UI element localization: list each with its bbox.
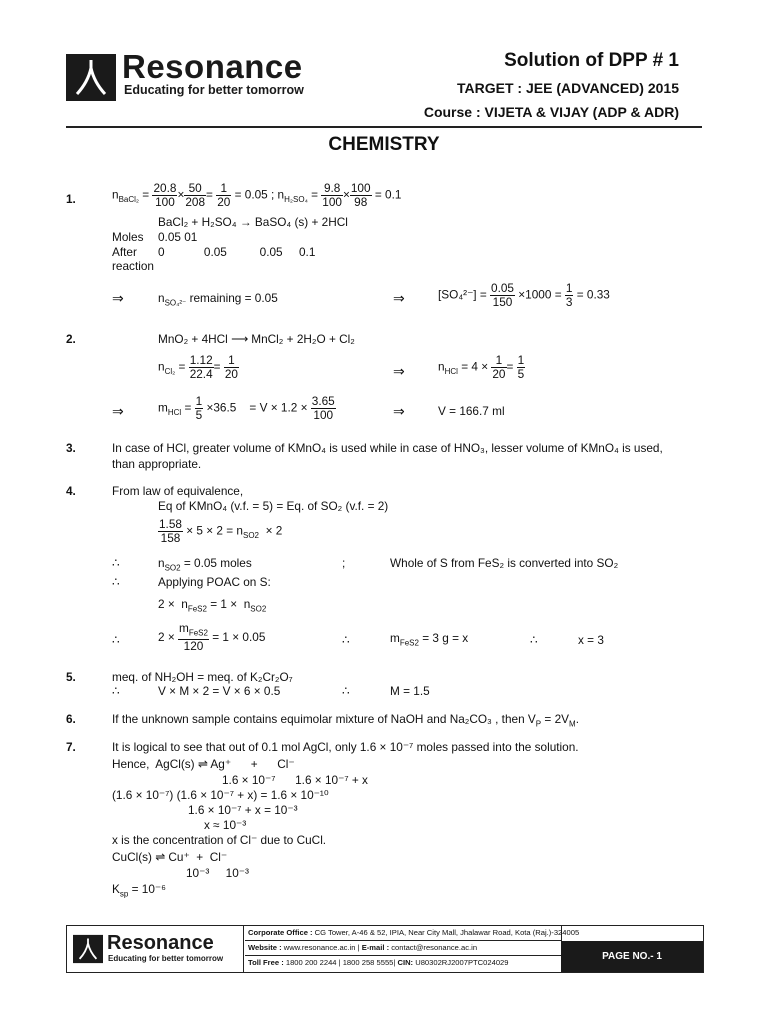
footer — [66, 925, 704, 973]
q1-moles-values: 0.05 01 — [158, 230, 198, 244]
therefore-icon: ∴ — [112, 556, 120, 570]
q4-line6: $2 \times n_{FeS2} = 1 \times n_{SO2}$ — [158, 597, 267, 614]
q7-line7: x is the concentration of Cl⁻ due to CuCl. — [112, 833, 327, 847]
header-rule — [66, 126, 702, 128]
q4-line7b: $m_{FeS2} = 3$ g = x — [390, 631, 469, 648]
footer-tollfree: Toll Free : 1800 200 2244 | 1800 258 5555| CIN: U80302RJ2007PTC024029 — [248, 958, 509, 967]
q4-line4: $n_{SO2} = 0.05$ moles — [158, 556, 252, 573]
brand-name: Resonance — [122, 48, 303, 85]
implies-icon: ⇒ — [112, 403, 124, 419]
q4-number: 4. — [66, 484, 76, 498]
footer-logo — [67, 926, 244, 972]
q1-after-label: After — [112, 245, 137, 259]
q7-line10: $K_{sp} = 10^{-6}$ — [112, 882, 166, 899]
therefore-icon: ∴ — [342, 684, 350, 698]
q2-number: 2. — [66, 332, 76, 346]
q6-number: 6. — [66, 712, 76, 726]
implies-icon: ⇒ — [393, 363, 405, 379]
target-line: TARGET : JEE (ADVANCED) 2015 — [457, 80, 679, 96]
q7-line8: CuCl(s) ⇌ Cu⁺ + Cl⁻ — [112, 850, 228, 864]
q5-number: 5. — [66, 670, 76, 684]
resonance-logo — [66, 48, 344, 102]
q2-volume-result: V = 166.7 ml — [438, 404, 505, 418]
q7-line5: 1.6 × 10⁻⁷ + x = 10⁻³ — [188, 803, 298, 817]
footer-info — [245, 926, 580, 972]
q7-line2: Hence, AgCl(s) ⇌ Ag⁺ + Cl⁻ — [112, 757, 295, 771]
q6-line1: If the unknown sample contains equimolar mixture of NaOH and Na₂CO₃ , then $V_P = 2V_M$. — [112, 712, 579, 729]
q1-reaction-label: reaction — [112, 259, 154, 273]
subject-heading: CHEMISTRY — [328, 134, 440, 155]
q3-line1: In case of HCl, greater volume of KMnO₄ is used while in case of HNO₃, lesser volume of KMnO₄ is used, — [112, 441, 663, 455]
q4-line2: Eq of KMnO₄ (v.f. = 5) = Eq. of SO₂ (v.f. = 2) — [158, 499, 389, 513]
therefore-icon: ∴ — [342, 633, 350, 647]
q2-nhcl: $n_{HCl} = 4$ × $\frac{1}{20}$ = $\frac{1}{5}$ — [438, 353, 525, 381]
therefore-icon: ∴ — [112, 633, 120, 647]
footer-web: Website : www.resonance.ac.in | E-mail : contact@resonance.ac.in — [248, 943, 478, 952]
implies-icon: ⇒ — [112, 290, 124, 306]
q1-mole-calc: $n_{BaCl_2}$ = $\frac{20.8}{100}$ × $\frac{50}{208}$ = $\frac{1}{20}$ = 0.05 ; $n_{H_2SO_4}$ = $\frac{9.8}{100}$ × $\frac{100}{98}$ = 0.1 — [112, 181, 402, 209]
q7-line1: It is logical to see that out of 0.1 mol AgCl, only 1.6 × 10⁻⁷ moles passed into the solution. — [112, 740, 579, 754]
q2-reaction: MnO₂ + 4HCl ⟶ MnCl₂ + 2H₂O + Cl₂ — [158, 332, 355, 346]
q1-number: 1. — [66, 192, 76, 206]
q2-ncl2: $n_{Cl_2}$ = $\frac{1.12}{22.4}$ = $\frac{1}{20}$ — [158, 353, 238, 381]
therefore-icon: ∴ — [530, 633, 538, 647]
q4-line3: $\frac{1.58}{158}$ × $5 \times 2 = n_{SO2} \times 2$ — [159, 517, 283, 545]
q1-after-values: 0 0.05 0.05 0.1 — [158, 245, 316, 259]
q1-concentration: [SO₄²⁻] = $\frac{0.05}{150}$ ×1000 = $\frac{1}{3}$ = 0.33 — [438, 281, 610, 309]
page-number: PAGE NO.- 1 — [561, 941, 703, 972]
q1-remaining: $n_{SO_4^{2-}}$ remaining = 0.05 — [158, 291, 278, 308]
q4-line4b: Whole of S from FeS₂ is converted into SO₂ — [390, 556, 619, 570]
footer-brand-tagline: Educating for better tomorrow — [108, 954, 224, 963]
q3-line2: than appropriate. — [112, 457, 202, 471]
page-title: Solution of DPP # 1 — [504, 50, 679, 71]
q7-line9: 10⁻³ 10⁻³ — [186, 866, 249, 880]
q1-reaction: BaCl₂ + H₂SO₄ → BaSO₄ (s) + 2HCl — [158, 215, 348, 229]
q4-line7c: x = 3 — [578, 633, 604, 647]
q7-number: 7. — [66, 740, 76, 754]
q5-line2: V × M × 2 = V × 6 × 0.5 — [158, 684, 281, 698]
q1-moles-label: Moles — [112, 230, 144, 244]
footer-brand-name: Resonance — [107, 932, 214, 954]
q2-mhcl: $m_{HCl}$ = $\frac{1}{5}$ ×36.5 = V × 1.2 × $\frac{3.65}{100}$ — [158, 394, 335, 422]
footer-corp-office: Corporate Office : CG Tower, A-46 & 52, IPIA, Near City Mall, Jhalawar Road, Kota (Raj.)-324005 — [248, 928, 580, 937]
q5-line2b: M = 1.5 — [390, 684, 430, 698]
q4-line5: Applying POAC on S: — [158, 575, 271, 589]
therefore-icon: ∴ — [112, 684, 120, 698]
brand-tagline: Educating for better tomorrow — [124, 83, 304, 97]
implies-icon: ⇒ — [393, 290, 405, 306]
logo-mark-icon — [66, 54, 116, 101]
q4-line7: 2 × $\frac{m_{FeS2}}{120}$ = 1 × 0.05 — [158, 621, 266, 654]
q7-line6: x ≈ 10⁻³ — [204, 818, 247, 832]
q5-line1: meq. of NH₂OH = meq. of K₂Cr₂O₇ — [112, 670, 293, 684]
implies-icon: ⇒ — [393, 403, 405, 419]
course-line: Course : VIJETA & VIJAY (ADP & ADR) — [423, 104, 679, 120]
q7-line3: 1.6 × 10⁻⁷ 1.6 × 10⁻⁷ + x — [222, 773, 368, 787]
q4-semicolon: ; — [342, 556, 346, 570]
q3-number: 3. — [66, 441, 76, 455]
therefore-icon: ∴ — [112, 575, 120, 589]
q7-line4: (1.6 × 10⁻⁷) (1.6 × 10⁻⁷ + x) = 1.6 × 10⁻¹⁰ — [112, 788, 329, 802]
q4-line1: From law of equivalence, — [112, 484, 244, 498]
